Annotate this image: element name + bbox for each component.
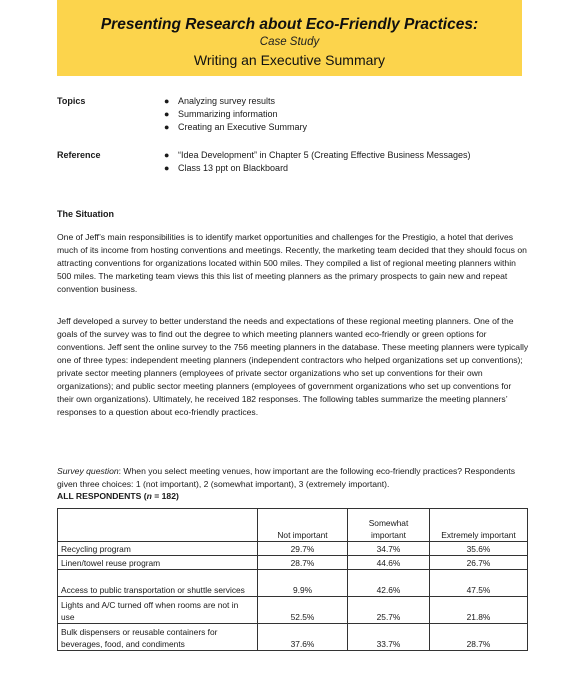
bullet-icon: ●	[164, 122, 170, 132]
practice-cell: Recycling program	[58, 542, 258, 556]
extremely-important-cell: 26.7%	[430, 556, 528, 570]
table-header-cell: Not important	[258, 509, 348, 542]
not-important-cell: 29.7%	[258, 542, 348, 556]
somewhat-important-cell: 44.6%	[348, 556, 430, 570]
responses-table	[57, 508, 528, 651]
table-row	[58, 542, 528, 556]
survey-question-text: : When you select meeting venues, how important are the following eco-friendly practices? Respondents given three choices: 1 (not important), 2 (somewhat important), 3 (extremely important).	[57, 466, 516, 489]
all-respondents-label: ALL RESPONDENTS (n = 182)	[57, 491, 179, 501]
reference-label: Reference	[57, 150, 101, 160]
practice-cell: Linen/towel reuse program	[58, 556, 258, 570]
list-item: ● “Idea Development” in Chapter 5 (Creating Effective Business Messages)	[164, 150, 471, 160]
table-header-row	[58, 509, 528, 542]
somewhat-important-cell: 25.7%	[348, 597, 430, 624]
reference-list	[164, 149, 470, 175]
bullet-icon: ●	[164, 109, 170, 119]
table-header-cell: Somewhat important	[348, 509, 430, 542]
extremely-important-cell: 21.8%	[430, 597, 528, 624]
table-row	[58, 556, 528, 570]
list-item: ● Class 13 ppt on Blackboard	[164, 163, 289, 173]
practice-cell: Bulk dispensers or reusable containers for beverages, food, and condiments	[58, 624, 258, 651]
somewhat-important-cell: 34.7%	[348, 542, 430, 556]
bullet-icon: ●	[164, 96, 170, 106]
extremely-important-cell: 47.5%	[430, 570, 528, 597]
extremely-important-cell: 28.7%	[430, 624, 528, 651]
not-important-cell: 52.5%	[258, 597, 348, 624]
list-item: ● Summarizing information	[164, 109, 278, 119]
situation-paragraph-1: One of Jeff’s main responsibilities is to identify market opportunities and challenges for the Prestigio, a hotel that derives much of its income from hosting conventions and meetings. Recently, the marketing team decided that they should focus on attracting conventions for organizations located within 500 miles. They compiled a list of regional meeting planners within 500 miles. The marketing team views this this list of meeting planners as the primary prospects to gain new and repeat convention business.	[57, 232, 527, 294]
table-row	[58, 570, 528, 597]
title-banner	[57, 0, 522, 76]
extremely-important-cell: 35.6%	[430, 542, 528, 556]
practice-cell: Lights and A/C turned off when rooms are not in use	[58, 597, 258, 624]
somewhat-important-cell: 33.7%	[348, 624, 430, 651]
list-item: ● Analyzing survey results	[164, 96, 276, 106]
bullet-icon: ●	[164, 150, 170, 160]
not-important-cell: 37.6%	[258, 624, 348, 651]
topics-label: Topics	[57, 96, 86, 106]
situation-paragraph-2: Jeff developed a survey to better understand the needs and expectations of these regional meeting planners. One of the goals of the survey was to find out the degree to which meeting planners wanted eco-friendly or green options for conventions. Jeff sent the online survey to the 756 meeting planners in the database. These meeting planners were typically one of three types: independent meeting planners (independent contractors who helped organizations set up conventions); private sector meeting planners (employees of private sector organizations who set up conventions for their own organizations); and public sector meeting planners (employees of government organizations who set up conventions for their own organizations). Ultimately, he received 182 responses. The following tables summarize the meeting planners’ responses to a question about eco-friendly practices.	[57, 316, 529, 417]
somewhat-important-cell: 42.6%	[348, 570, 430, 597]
document-heading: Writing an Executive Summary	[193, 52, 386, 68]
document-subtitle: Case Study	[259, 36, 320, 48]
survey-question	[57, 465, 529, 491]
not-important-cell: 28.7%	[258, 556, 348, 570]
situation-heading: The Situation	[57, 209, 114, 219]
table-header-cell: Extremely important	[430, 509, 528, 542]
table-row	[58, 597, 528, 624]
bullet-icon: ●	[164, 163, 170, 173]
table-header-cell	[58, 509, 258, 542]
table-row	[58, 624, 528, 651]
document-title: Presenting Research about Eco-Friendly Practices:	[100, 16, 479, 33]
topics-list	[164, 95, 307, 134]
list-item: ● Creating an Executive Summary	[164, 122, 308, 132]
survey-question-label: Survey question	[57, 466, 119, 476]
practice-cell: Access to public transportation or shuttle services	[58, 570, 258, 597]
not-important-cell: 9.9%	[258, 570, 348, 597]
